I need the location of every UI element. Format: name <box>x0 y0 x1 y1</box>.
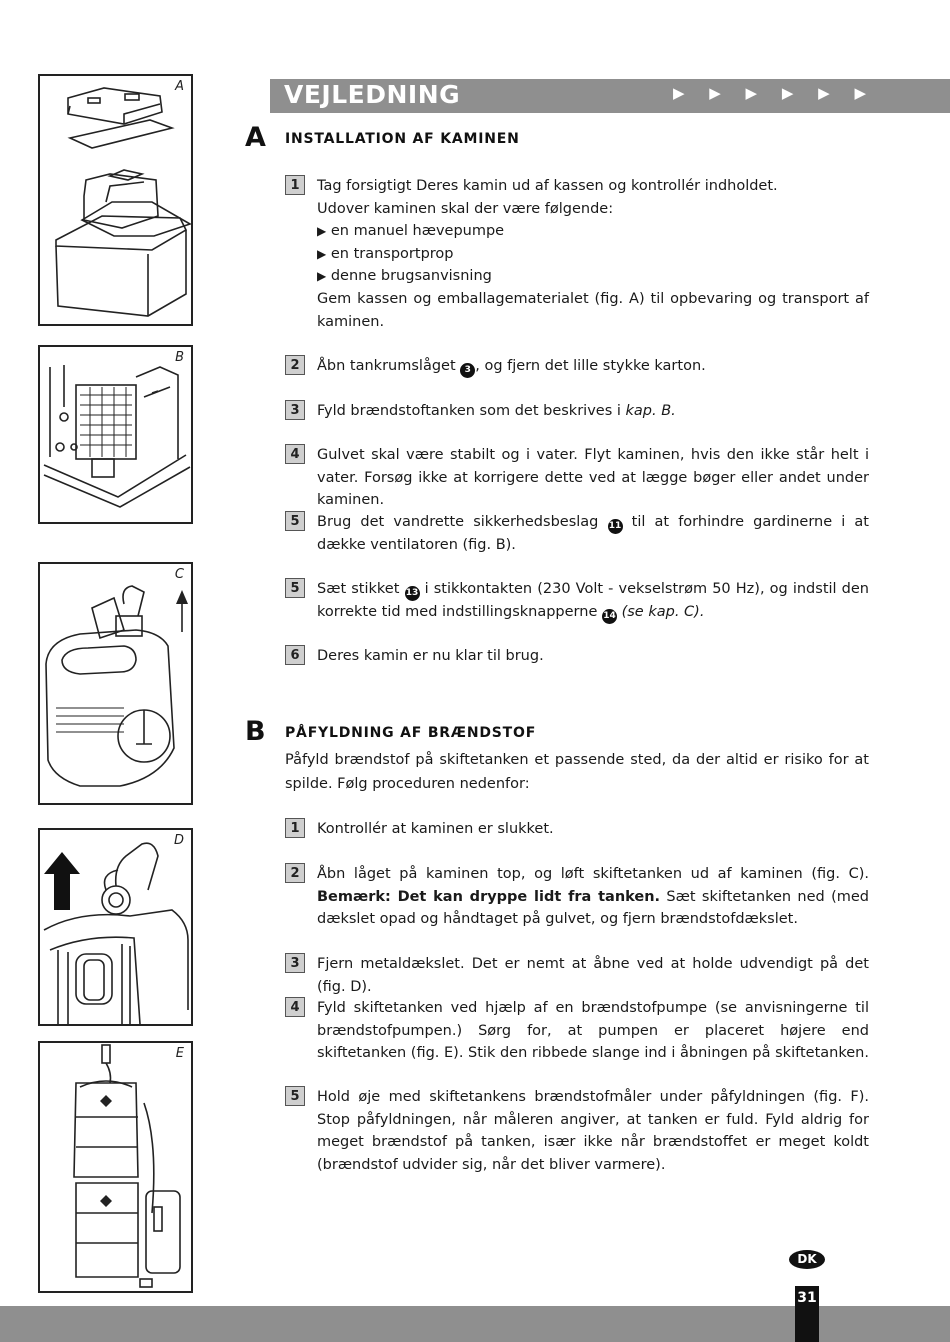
section-a-title: INSTALLATION AF KAMINEN <box>285 131 520 147</box>
step-number: 1 <box>285 818 305 838</box>
step-text-part: , og fjern det lille stykke karton. <box>475 358 706 374</box>
step-text-bold: Bemærk: Det kan dryppe lidt fra tanken. <box>317 888 661 905</box>
open-cap-illustration <box>40 830 191 1024</box>
section-b-intro: Påfyld brændstof på skiftetanken et passende sted, da der altid er risiko for at spilde. Følg proceduren nedenfor: <box>285 752 869 792</box>
step-text-part: til at forhindre gardinerne i at dække ventilatoren (fig. B). <box>317 514 869 553</box>
step-text: Gulvet skal være stabilt og i vater. Flyt kaminen, hvis den ikke står helt i vater. Forsøg ikke at korrigere dette ved at lægge bøger eller andet under kaminen. <box>317 447 869 509</box>
reference-badge: 13 <box>405 586 420 601</box>
step-text-italic: (se kap. C). <box>616 604 705 620</box>
page-number: 31 <box>795 1286 819 1342</box>
step-number: 5 <box>285 1086 305 1106</box>
step-text <box>317 578 869 624</box>
bullet-text: en manuel hævepumpe <box>330 223 505 240</box>
figure-c <box>38 562 193 805</box>
triangle-bullet-icon: ▶ <box>317 269 327 284</box>
reference-badge: 14 <box>602 609 617 624</box>
step-text <box>317 511 869 557</box>
figure-a <box>38 74 193 326</box>
step-text-italic: kap. B. <box>625 403 676 419</box>
step-number: 4 <box>285 444 305 464</box>
bullet-item <box>317 265 869 288</box>
figure-e <box>38 1041 193 1293</box>
section-b-letter: B <box>245 716 266 747</box>
step-text <box>317 355 869 378</box>
step-text: Fjern metaldækslet. Det er nemt at åbne ved at holde udvendigt på det (fig. D). <box>317 956 869 995</box>
bullet-text: en transportprop <box>330 245 454 262</box>
step-text: Deres kamin er nu klar til brug. <box>317 648 544 664</box>
step-number: 4 <box>285 997 305 1017</box>
step-text-part: Brug det vandrette sikkerhedsbeslag <box>317 514 608 530</box>
figure-c-label: C <box>174 567 184 582</box>
language-badge: DK <box>789 1250 825 1269</box>
triangle-bullet-icon: ▶ <box>317 246 327 261</box>
fuel-pump-illustration <box>40 1043 191 1291</box>
step-number: 6 <box>285 645 305 665</box>
section-b-title: PÅFYLDNING AF BRÆNDSTOF <box>285 725 537 741</box>
step-text-part: Fyld brændstoftanken som det beskrives i <box>317 403 626 419</box>
step-text-part: Åbn tankrumslåget <box>317 358 461 374</box>
bullet-item <box>317 220 869 243</box>
title-arrows: ▶ ▶ ▶ ▶ ▶ ▶ <box>672 84 876 102</box>
reference-badge: 3 <box>460 363 475 378</box>
step-text: Hold øje med skiftetankens brændstofmåler under påfyldningen (fig. F). Stop påfyldningen, når måleren angiver, at tanken er fuld. Fyld aldrig for meget brændstof på tanken, især ikke når brændstoffet er meget koldt (brændstof udvider sig, når det bliver varmere). <box>317 1089 869 1173</box>
figure-e-label: E <box>175 1046 184 1061</box>
step-text: Kontrollér at kaminen er slukket. <box>317 821 554 837</box>
step-text-part: Åbn låget på kaminen top, og løft skiftetanken ud af kaminen (fig. C). <box>317 866 869 882</box>
step-number: 5 <box>285 511 305 531</box>
figure-d <box>38 828 193 1026</box>
reference-badge: 11 <box>608 519 623 534</box>
step-line: Udover kaminen skal der være følgende: <box>317 200 614 217</box>
step-text <box>317 400 869 423</box>
heater-back-illustration <box>40 347 191 522</box>
step-text-part: Sæt skiftetanken ned (med dækslet opad og håndtaget på gulvet, og fjern brændstofdækslet. <box>317 888 869 928</box>
heater-unboxing-illustration <box>40 76 191 324</box>
step-text <box>317 175 869 333</box>
step-number: 3 <box>285 400 305 420</box>
step-line: Gem kassen og emballagematerialet (fig. A) til opbevaring og transport af kaminen. <box>317 290 869 330</box>
step-number: 3 <box>285 953 305 973</box>
figure-d-label: D <box>173 833 184 848</box>
step-number: 5 <box>285 578 305 598</box>
step-text <box>317 863 869 931</box>
step-number: 1 <box>285 175 305 195</box>
step-text-part: i stikkontakten (230 Volt - vekselstrøm 50 Hz), og indstil den korrekte tid med indstillingsknapperne <box>317 581 869 620</box>
step-text-part: Sæt stikket <box>317 581 405 597</box>
figure-b <box>38 345 193 524</box>
tank-removal-illustration <box>40 564 191 803</box>
section-a-letter: A <box>245 122 266 153</box>
title-bar <box>270 79 950 113</box>
step-number: 2 <box>285 355 305 375</box>
step-line: Tag forsigtigt Deres kamin ud af kassen og kontrollér indholdet. <box>317 178 778 194</box>
figure-b-label: B <box>175 350 184 365</box>
step-text: Fyld skiftetanken ved hjælp af en brændstofpumpe (se anvisningerne til brændstofpumpen.) Sørg for, at pumpen er placeret højere end skiftetanken (fig. E). Stik den ribbede slange ind i åbningen på skiftetanken. <box>317 1000 869 1062</box>
step-number: 2 <box>285 863 305 883</box>
bullet-text: denne brugsanvisning <box>330 268 492 285</box>
bullet-item <box>317 243 869 266</box>
triangle-bullet-icon: ▶ <box>317 224 327 239</box>
figure-a-label: A <box>175 79 184 94</box>
page-title: VEJLEDNING <box>284 80 461 109</box>
